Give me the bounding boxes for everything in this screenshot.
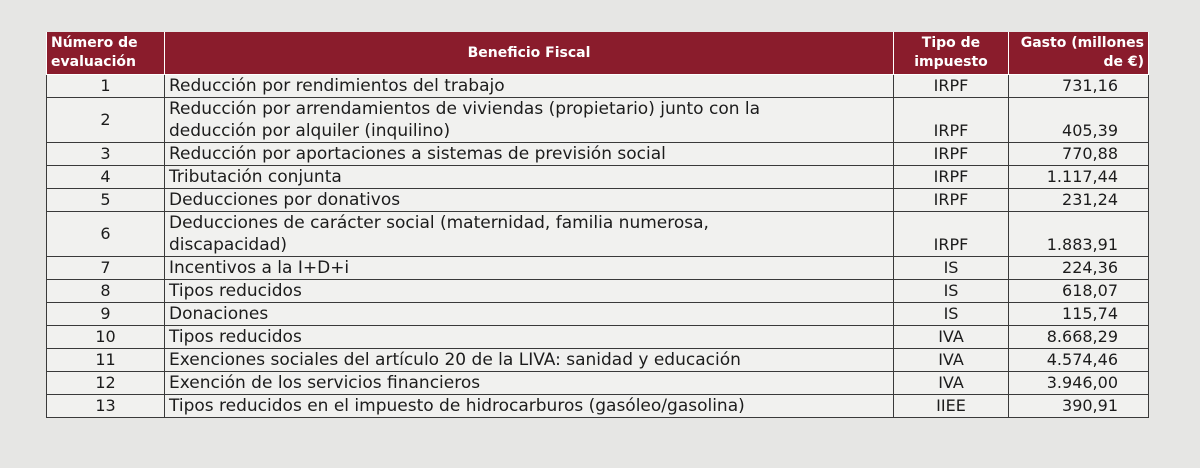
header-num-line-2: evaluación [51, 54, 136, 70]
cell-evaluation-number: 6 [47, 212, 165, 257]
tax-benefits-table-container [46, 32, 1148, 418]
cell-tax-type: IS [894, 257, 1009, 280]
table-row [47, 189, 1149, 212]
benefit-text-line: Reducción por arrendamientos de viviendas (propietario) junto con la [169, 99, 761, 119]
benefit-text-line: Incentivos a la I+D+i [169, 258, 350, 278]
cell-tax-type: IS [894, 280, 1009, 303]
cell-cost: 4.574,46 [1009, 349, 1149, 372]
table-row [47, 75, 1149, 98]
header-fiscal-benefit: Beneficio Fiscal [165, 32, 894, 75]
table-row [47, 349, 1149, 372]
benefit-text-line: Exención de los servicios financieros [169, 373, 481, 393]
cell-cost: 618,07 [1009, 280, 1149, 303]
cell-fiscal-benefit [165, 212, 894, 257]
benefit-text-line: Tipos reducidos [169, 327, 302, 347]
header-cost-line-1: Gasto (millones [1020, 35, 1144, 51]
table-row [47, 372, 1149, 395]
cell-cost: 224,36 [1009, 257, 1149, 280]
cell-cost: 1.117,44 [1009, 166, 1149, 189]
header-cost-line-2: de €) [1103, 54, 1144, 70]
table-row [47, 143, 1149, 166]
cell-fiscal-benefit [165, 372, 894, 395]
cell-fiscal-benefit [165, 75, 894, 98]
cell-fiscal-benefit [165, 189, 894, 212]
table-row [47, 98, 1149, 143]
cell-fiscal-benefit [165, 143, 894, 166]
table-row [47, 280, 1149, 303]
benefit-text-line: Tributación conjunta [169, 167, 342, 187]
cell-tax-type: IVA [894, 326, 1009, 349]
table-row [47, 395, 1149, 418]
cell-evaluation-number: 10 [47, 326, 165, 349]
cell-tax-type: IVA [894, 349, 1009, 372]
cell-tax-type: IRPF [894, 143, 1009, 166]
table-row [47, 326, 1149, 349]
cell-evaluation-number: 11 [47, 349, 165, 372]
cell-evaluation-number: 3 [47, 143, 165, 166]
benefit-text-line: Tipos reducidos [169, 281, 302, 301]
table-row [47, 303, 1149, 326]
header-cost [1009, 32, 1149, 75]
cell-fiscal-benefit [165, 303, 894, 326]
cell-fiscal-benefit [165, 395, 894, 418]
benefit-text-line: deducción por alquiler (inquilino) [169, 121, 451, 141]
cell-evaluation-number: 13 [47, 395, 165, 418]
cell-evaluation-number: 9 [47, 303, 165, 326]
cell-tax-type: IVA [894, 372, 1009, 395]
cell-fiscal-benefit [165, 280, 894, 303]
cell-cost: 405,39 [1009, 98, 1149, 143]
table-body [47, 75, 1149, 418]
cell-tax-type: IIEE [894, 395, 1009, 418]
benefit-text-line: Reducción por aportaciones a sistemas de previsión social [169, 144, 666, 164]
cell-tax-type: IRPF [894, 212, 1009, 257]
benefit-text-line: Deducciones por donativos [169, 190, 401, 210]
cell-tax-type: IRPF [894, 189, 1009, 212]
header-num-line-1: Número de [51, 35, 138, 51]
cell-evaluation-number: 5 [47, 189, 165, 212]
tax-benefits-table [46, 32, 1149, 418]
cell-evaluation-number: 4 [47, 166, 165, 189]
table-row [47, 166, 1149, 189]
cell-fiscal-benefit [165, 349, 894, 372]
cell-cost: 770,88 [1009, 143, 1149, 166]
cell-tax-type: IRPF [894, 166, 1009, 189]
cell-cost: 231,24 [1009, 189, 1149, 212]
cell-cost: 390,91 [1009, 395, 1149, 418]
cell-fiscal-benefit [165, 326, 894, 349]
cell-tax-type: IS [894, 303, 1009, 326]
cell-fiscal-benefit [165, 257, 894, 280]
cell-fiscal-benefit [165, 98, 894, 143]
cell-evaluation-number: 12 [47, 372, 165, 395]
benefit-text-line: Exenciones sociales del artículo 20 de la LIVA: sanidad y educación [169, 350, 741, 370]
cell-cost: 8.668,29 [1009, 326, 1149, 349]
cell-evaluation-number: 7 [47, 257, 165, 280]
cell-cost: 115,74 [1009, 303, 1149, 326]
cell-fiscal-benefit [165, 166, 894, 189]
table-row [47, 257, 1149, 280]
header-tax-line-1: Tipo de [921, 35, 981, 51]
cell-cost: 1.883,91 [1009, 212, 1149, 257]
benefit-text-line: Reducción por rendimientos del trabajo [169, 76, 505, 96]
cell-evaluation-number: 2 [47, 98, 165, 143]
header-tax-line-2: impuesto [914, 54, 988, 70]
cell-tax-type: IRPF [894, 75, 1009, 98]
benefit-text-line: Tipos reducidos en el impuesto de hidrocarburos (gasóleo/gasolina) [169, 396, 745, 416]
benefit-text-line: Deducciones de carácter social (maternidad, familia numerosa, [169, 213, 709, 233]
cell-evaluation-number: 1 [47, 75, 165, 98]
benefit-text-line: discapacidad) [169, 235, 288, 255]
cell-tax-type: IRPF [894, 98, 1009, 143]
table-row [47, 212, 1149, 257]
header-tax-type [894, 32, 1009, 75]
cell-evaluation-number: 8 [47, 280, 165, 303]
benefit-text-line: Donaciones [169, 304, 269, 324]
cell-cost: 3.946,00 [1009, 372, 1149, 395]
header-evaluation-number [47, 32, 165, 75]
cell-cost: 731,16 [1009, 75, 1149, 98]
table-header [47, 32, 1149, 75]
